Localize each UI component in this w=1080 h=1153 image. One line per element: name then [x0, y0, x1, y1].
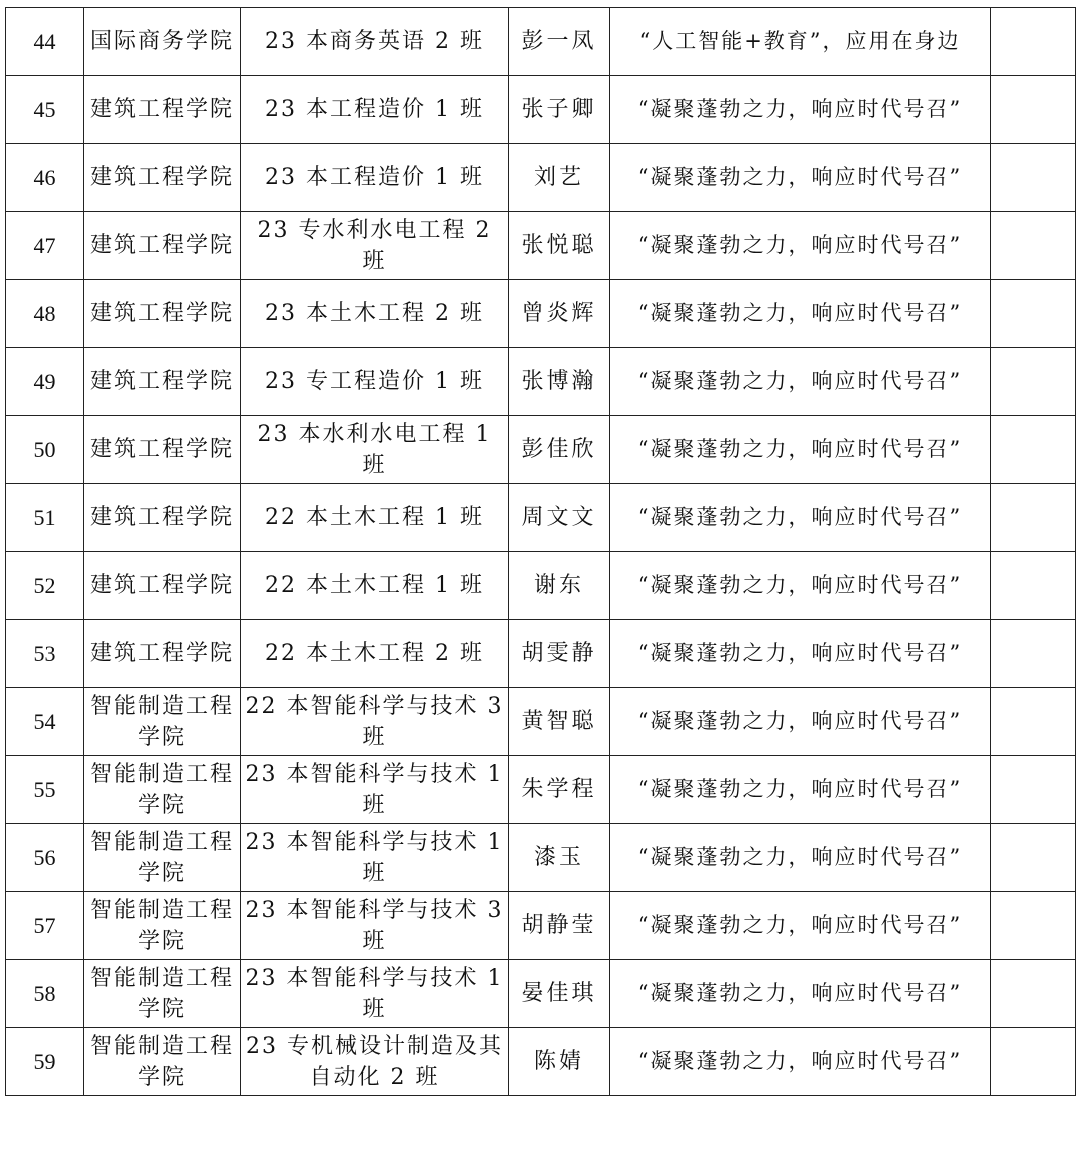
student-name-cell: 黄智聪: [509, 688, 610, 756]
row-number: 57: [6, 892, 84, 960]
class-cell: 23 本智能科学与技术 1 班: [241, 824, 509, 892]
table-row: [6, 416, 1076, 484]
remark-cell: [991, 892, 1076, 960]
work-title-cell: “凝聚蓬勃之力，响应时代号召”: [610, 144, 991, 212]
class-cell: 23 本智能科学与技术 1 班: [241, 756, 509, 824]
college-cell: 建筑工程学院: [84, 144, 241, 212]
remark-cell: [991, 824, 1076, 892]
work-title-cell: “凝聚蓬勃之力，响应时代号召”: [610, 688, 991, 756]
college-cell: 智能制造工程学院: [84, 756, 241, 824]
row-number: 51: [6, 484, 84, 552]
class-cell: 23 本智能科学与技术 1 班: [241, 960, 509, 1028]
work-title-cell: “凝聚蓬勃之力，响应时代号召”: [610, 552, 991, 620]
student-name-cell: 彭一凤: [509, 8, 610, 76]
table-row: [6, 280, 1076, 348]
table-row: [6, 824, 1076, 892]
student-name-cell: 张子卿: [509, 76, 610, 144]
remark-cell: [991, 76, 1076, 144]
table-row: [6, 620, 1076, 688]
student-name-cell: 刘艺: [509, 144, 610, 212]
remark-cell: [991, 960, 1076, 1028]
work-title-cell: “凝聚蓬勃之力，响应时代号召”: [610, 280, 991, 348]
work-title-cell: “凝聚蓬勃之力，响应时代号召”: [610, 484, 991, 552]
college-cell: 智能制造工程学院: [84, 892, 241, 960]
college-cell: 建筑工程学院: [84, 416, 241, 484]
student-name-cell: 胡静莹: [509, 892, 610, 960]
student-name-cell: 谢东: [509, 552, 610, 620]
remark-cell: [991, 484, 1076, 552]
remark-cell: [991, 144, 1076, 212]
class-cell: 23 本土木工程 2 班: [241, 280, 509, 348]
table-row: [6, 1028, 1076, 1096]
college-cell: 国际商务学院: [84, 8, 241, 76]
work-title-cell: “凝聚蓬勃之力，响应时代号召”: [610, 892, 991, 960]
college-cell: 智能制造工程学院: [84, 688, 241, 756]
table-row: [6, 212, 1076, 280]
college-cell: 智能制造工程学院: [84, 1028, 241, 1096]
work-title-cell: “凝聚蓬勃之力，响应时代号召”: [610, 76, 991, 144]
college-cell: 建筑工程学院: [84, 280, 241, 348]
remark-cell: [991, 756, 1076, 824]
work-title-cell: “人工智能+教育”，应用在身边: [610, 8, 991, 76]
college-cell: 智能制造工程学院: [84, 824, 241, 892]
row-number: 47: [6, 212, 84, 280]
college-cell: 建筑工程学院: [84, 620, 241, 688]
student-name-cell: 彭佳欣: [509, 416, 610, 484]
student-name-cell: 张悦聪: [509, 212, 610, 280]
class-cell: 23 专水利水电工程 2 班: [241, 212, 509, 280]
remark-cell: [991, 8, 1076, 76]
class-cell: 23 本智能科学与技术 3 班: [241, 892, 509, 960]
roster-table: [5, 7, 1076, 1096]
work-title-cell: “凝聚蓬勃之力，响应时代号召”: [610, 416, 991, 484]
table-row: [6, 892, 1076, 960]
table-row: [6, 484, 1076, 552]
remark-cell: [991, 620, 1076, 688]
row-number: 44: [6, 8, 84, 76]
table-row: [6, 76, 1076, 144]
college-cell: 建筑工程学院: [84, 348, 241, 416]
class-cell: 23 专工程造价 1 班: [241, 348, 509, 416]
row-number: 48: [6, 280, 84, 348]
row-number: 58: [6, 960, 84, 1028]
work-title-cell: “凝聚蓬勃之力，响应时代号召”: [610, 960, 991, 1028]
class-cell: 22 本土木工程 1 班: [241, 552, 509, 620]
student-name-cell: 漆玉: [509, 824, 610, 892]
remark-cell: [991, 280, 1076, 348]
table-row: [6, 144, 1076, 212]
student-name-cell: 周文文: [509, 484, 610, 552]
student-name-cell: 曾炎辉: [509, 280, 610, 348]
class-cell: 22 本土木工程 1 班: [241, 484, 509, 552]
college-cell: 建筑工程学院: [84, 212, 241, 280]
class-cell: 23 本工程造价 1 班: [241, 76, 509, 144]
row-number: 55: [6, 756, 84, 824]
remark-cell: [991, 348, 1076, 416]
table-row: [6, 960, 1076, 1028]
work-title-cell: “凝聚蓬勃之力，响应时代号召”: [610, 756, 991, 824]
class-cell: 23 本商务英语 2 班: [241, 8, 509, 76]
remark-cell: [991, 212, 1076, 280]
table-row: [6, 552, 1076, 620]
work-title-cell: “凝聚蓬勃之力，响应时代号召”: [610, 620, 991, 688]
work-title-cell: “凝聚蓬勃之力，响应时代号召”: [610, 212, 991, 280]
college-cell: 智能制造工程学院: [84, 960, 241, 1028]
row-number: 49: [6, 348, 84, 416]
remark-cell: [991, 688, 1076, 756]
row-number: 56: [6, 824, 84, 892]
work-title-cell: “凝聚蓬勃之力，响应时代号召”: [610, 348, 991, 416]
class-cell: 22 本智能科学与技术 3 班: [241, 688, 509, 756]
row-number: 59: [6, 1028, 84, 1096]
class-cell: 23 专机械设计制造及其自动化 2 班: [241, 1028, 509, 1096]
row-number: 52: [6, 552, 84, 620]
college-cell: 建筑工程学院: [84, 484, 241, 552]
table-row: [6, 688, 1076, 756]
student-name-cell: 朱学程: [509, 756, 610, 824]
table-row: [6, 756, 1076, 824]
class-cell: 22 本土木工程 2 班: [241, 620, 509, 688]
row-number: 45: [6, 76, 84, 144]
remark-cell: [991, 1028, 1076, 1096]
student-name-cell: 晏佳琪: [509, 960, 610, 1028]
work-title-cell: “凝聚蓬勃之力，响应时代号召”: [610, 824, 991, 892]
class-cell: 23 本水利水电工程 1 班: [241, 416, 509, 484]
table-row: [6, 348, 1076, 416]
row-number: 50: [6, 416, 84, 484]
student-name-cell: 陈婧: [509, 1028, 610, 1096]
row-number: 54: [6, 688, 84, 756]
remark-cell: [991, 416, 1076, 484]
student-name-cell: 胡雯静: [509, 620, 610, 688]
row-number: 46: [6, 144, 84, 212]
student-name-cell: 张博瀚: [509, 348, 610, 416]
college-cell: 建筑工程学院: [84, 552, 241, 620]
class-cell: 23 本工程造价 1 班: [241, 144, 509, 212]
remark-cell: [991, 552, 1076, 620]
college-cell: 建筑工程学院: [84, 76, 241, 144]
work-title-cell: “凝聚蓬勃之力，响应时代号召”: [610, 1028, 991, 1096]
table-row: [6, 8, 1076, 76]
row-number: 53: [6, 620, 84, 688]
